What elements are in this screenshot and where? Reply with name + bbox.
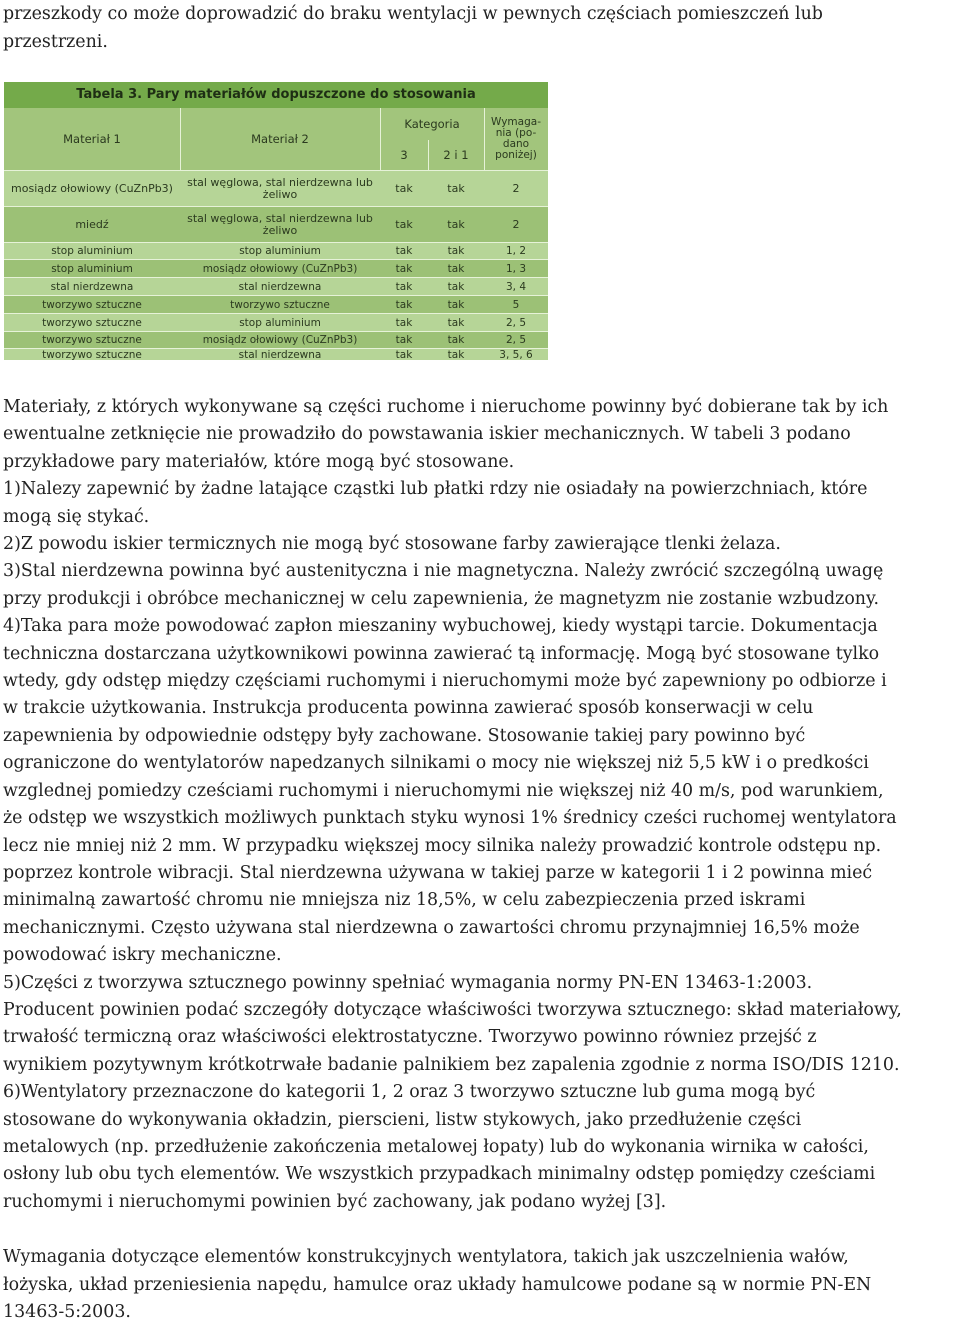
header-material-1: Materiał 1 [4, 108, 180, 170]
text-line: osłony lub obu tych elementów. We wszystkich przypadkach minimalny odstęp pomiędzy cześciami [3, 1164, 876, 1185]
text-line: techniczna dostarczana użytkownikowi powinna zawierać tą informację. Mogą być stosowane tylko [3, 643, 880, 664]
cell-material-1: tworzywo sztuczne [4, 349, 180, 360]
cell-material-2: stal węglowa, stal nierdzewna lub żeliwo [180, 171, 380, 206]
cell-wymagania: 1, 3 [484, 260, 548, 277]
table-3-image [4, 82, 548, 360]
text-line: trwałość termiczną oraz właściwości elektrostatyczne. Tworzywo powinno równiez przejść z [3, 1027, 817, 1048]
text-line: ruchomymi i nieruchomymi powinien być zachowany, jak podano wyżej [3]. [3, 1191, 667, 1212]
text-line: mogą się stykać. [3, 506, 150, 527]
cell-wymagania: 5 [484, 296, 548, 313]
cell-wymagania: 3, 4 [484, 278, 548, 295]
cell-kategoria-3: tak [380, 349, 428, 360]
intro-text [3, 0, 953, 56]
cell-wymagania: 2, 5 [484, 314, 548, 331]
cell-material-1: mosiądz ołowiowy (CuZnPb3) [4, 171, 180, 206]
cell-kategoria-3: tak [380, 260, 428, 277]
text-line: stosowane do wykonywania okładzin, pierscieni, listw stykowych, jako przedłużenie części [3, 1109, 802, 1130]
closing-paragraph [3, 1244, 958, 1327]
text-line: zapewnienia by odpowiednie odstępy były zachowane. Stosowanie takiej pary powinno być [3, 725, 806, 746]
cell-wymagania: 2, 5 [484, 332, 548, 348]
cell-kategoria-3: tak [380, 207, 428, 242]
cell-material-1: tworzywo sztuczne [4, 296, 180, 313]
text-line: Materiały, z których wykonywane są części ruchome i nieruchome powinny być dobierane tak by ich [3, 397, 889, 417]
text-line: 13463-5:2003. [3, 1302, 131, 1323]
main-paragraph [3, 394, 958, 1216]
cell-material-2: stal nierdzewna [180, 278, 380, 295]
intro-line: przestrzeni. [3, 32, 108, 52]
table-caption: Tabela 3. Pary materiałów dopuszczone do stosowania [4, 82, 548, 108]
header-kategoria-3: 3 [380, 140, 428, 170]
cell-material-2: stal węglowa, stal nierdzewna lub żeliwo [180, 207, 380, 242]
text-line: powodować iskry mechaniczne. [3, 945, 282, 966]
text-line: w trakcie użytkowania. Instrukcja producenta powinna zawierać sposób konserwacji w celu [3, 698, 814, 719]
cell-kategoria-3: tak [380, 243, 428, 259]
text-line: 3)Stal nierdzewna powinna być austenityczna i nie magnetyczna. Należy zwrócić szczególną uwagę [3, 561, 884, 582]
text-line: lecz nie mniej niż 2 mm. W przypadku większej mocy silnika należy prowadzić kontrole odstępu np. [3, 835, 882, 856]
cell-material-2: stop aluminium [180, 243, 380, 259]
text-line: 4)Taka para może powodować zapłon mieszaniny wybuchowej, kiedy wystąpi tarcie. Dokumentacja [3, 616, 878, 637]
cell-material-2: tworzywo sztuczne [180, 296, 380, 313]
cell-material-1: tworzywo sztuczne [4, 332, 180, 348]
cell-kategoria-2-i-1: tak [428, 296, 484, 313]
text-line: 6)Wentylatory przeznaczone do kategorii 1, 2 oraz 3 tworzywo sztuczne lub guma mogą być [3, 1082, 816, 1103]
text-line: wzglednej pomiedzy cześciami ruchomymi i nieruchomymi nie większej niż 40 m/s, pod warunkiem, [3, 780, 884, 801]
text-line: wtedy, gdy odstęp między częściami ruchomymi i nieruchomymi może być zapewniony po odbiorze i [3, 671, 887, 692]
cell-kategoria-3: tak [380, 296, 428, 313]
cell-material-1: tworzywo sztuczne [4, 314, 180, 331]
text-line: poprzez kontrole wibracji. Stal nierdzewna używana w takiej parze w kategorii 1 i 2 powinna mieć [3, 862, 873, 883]
text-line: przykładowe pary materiałów, które mogą być stosowane. [3, 451, 515, 472]
cell-wymagania: 2 [484, 171, 548, 206]
cell-wymagania: 1, 2 [484, 243, 548, 259]
header-kategoria: Kategoria [380, 108, 484, 140]
text-line: przy produkcji i obróbce mechanicznej w celu zapewnienia, że magnetyzm nie zostanie wzbudzony. [3, 588, 880, 609]
text-line: metalowych (np. przedłużenie zakończenia metalowej łopaty) lub do wykonania wirnika w całości, [3, 1136, 869, 1157]
cell-kategoria-3: tak [380, 314, 428, 331]
text-line: minimalną zawartość chromu nie mniejsza niz 18,5%, w celu zabezpieczenia przed iskrami [3, 890, 806, 911]
header-material-2: Materiał 2 [180, 108, 380, 170]
text-line: mechanicznymi. Często używana stal nierdzewna o zawartości chromu przynajmniej 16,5% może [3, 917, 860, 938]
text-line: że odstęp we wszystkich możliwych punktach styku wynosi 1% średnicy cześci ruchomej wentylatora [3, 808, 897, 829]
text-line: ograniczone do wentylatorów napedzanych silnikami o mocy nie większej niż 5,5 kW i o predkości [3, 753, 869, 774]
cell-material-1: stop aluminium [4, 260, 180, 277]
text-line: łożyska, układ przeniesienia napędu, hamulce oraz układy hamulcowe podane są w normie PN-EN [3, 1274, 872, 1295]
cell-kategoria-2-i-1: tak [428, 243, 484, 259]
text-line: 5)Części z tworzywa sztucznego powinny spełniać wymagania normy PN-EN 13463-1:2003. [3, 972, 813, 993]
text-line: wynikiem pozytywnym krótkotrwałe badanie palnikiem bez zapalenia zgodnie z norma ISO/DIS 1210. [3, 1054, 900, 1075]
text-line: Producent powinien podać szczegóły dotyczące właściwości tworzywa sztucznego: skład materiałowy, [3, 999, 902, 1020]
cell-kategoria-3: tak [380, 332, 428, 348]
cell-material-2: stop aluminium [180, 314, 380, 331]
cell-kategoria-2-i-1: tak [428, 260, 484, 277]
cell-material-1: miedź [4, 207, 180, 242]
cell-kategoria-2-i-1: tak [428, 171, 484, 206]
text-line: 1)Nalezy zapewnić by żadne latające cząstki lub płatki rdzy nie osiadały na powierzchniach, które [3, 479, 868, 500]
cell-kategoria-2-i-1: tak [428, 314, 484, 331]
text-line: ewentualne zetknięcie nie prowadziło do powstawania iskier mechanicznych. W tabeli 3 podano [3, 424, 851, 445]
cell-kategoria-2-i-1: tak [428, 332, 484, 348]
cell-kategoria-2-i-1: tak [428, 278, 484, 295]
cell-kategoria-2-i-1: tak [428, 207, 484, 242]
text-line: 2)Z powodu iskier termicznych nie mogą być stosowane farby zawierające tlenki żelaza. [3, 534, 781, 555]
cell-material-2: stal nierdzewna [180, 349, 380, 360]
cell-wymagania: 2 [484, 207, 548, 242]
intro-line: przeszkody co może doprowadzić do braku wentylacji w pewnych częściach pomieszczeń lub [3, 4, 823, 24]
cell-material-1: stal nierdzewna [4, 278, 180, 295]
cell-material-1: stop aluminium [4, 243, 180, 259]
cell-kategoria-3: tak [380, 278, 428, 295]
text-line: Wymagania dotyczące elementów konstrukcyjnych wentylatora, takich jak uszczelnienia wałów, [3, 1247, 849, 1267]
header-kategoria-2-i-1: 2 i 1 [428, 140, 484, 170]
cell-kategoria-2-i-1: tak [428, 349, 484, 360]
cell-material-2: mosiądz ołowiowy (CuZnPb3) [180, 260, 380, 277]
cell-wymagania: 3, 5, 6 [484, 349, 548, 360]
header-wymagania: Wymaga-nia (po-dano poniżej) [484, 108, 548, 170]
cell-kategoria-3: tak [380, 171, 428, 206]
cell-material-2: mosiądz ołowiowy (CuZnPb3) [180, 332, 380, 348]
